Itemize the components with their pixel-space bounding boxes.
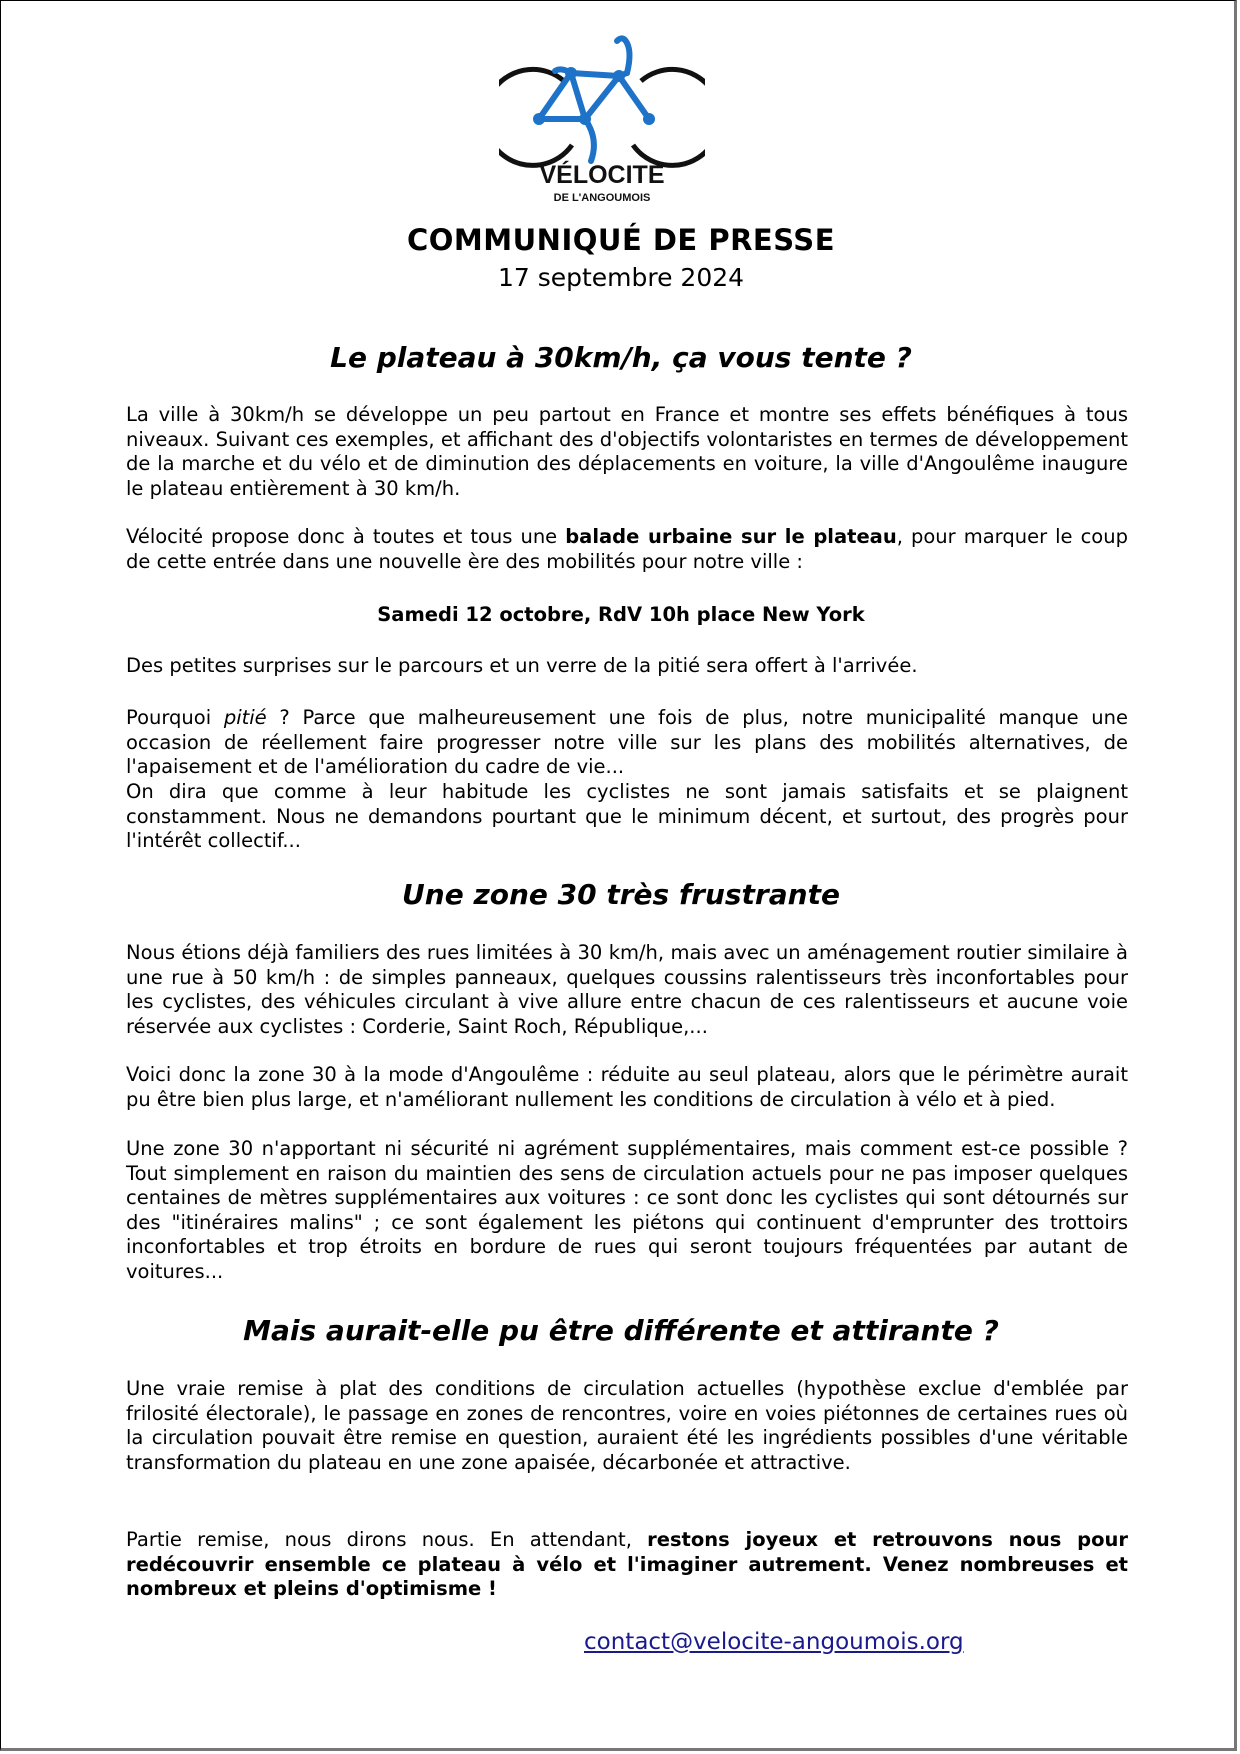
paragraph xyxy=(126,706,1128,780)
bicycle-logo-icon xyxy=(499,38,705,165)
section-heading-zone30: Une zone 30 très frustrante xyxy=(402,878,840,911)
section-heading-alternative: Mais aurait-elle pu être différente et attirante ? xyxy=(243,1314,999,1347)
text-run: Pourquoi xyxy=(126,706,224,729)
paragraph: Des petites surprises sur le parcours et un verre de la pitié sera offert à l'arrivée. xyxy=(126,654,918,677)
press-release-date: 17 septembre 2024 xyxy=(497,263,745,292)
paragraph: Voici donc la zone 30 à la mode d'Angoulême : réduite au seul plateau, alors que le périmètre aurait pu être bien plus large, et n'améliorant nullement les conditions de circulation à vélo et à pied. xyxy=(126,1063,1128,1111)
paragraph xyxy=(126,1528,1128,1602)
event-date-line: Samedi 12 octobre, RdV 10h place New York xyxy=(377,603,865,626)
paragraph: Une vraie remise à plat des conditions de circulation actuelles (hypothèse exclue d'emblée par frilosité électorale), le passage en zones de rencontres, voire en voies piétonnes de certaines rues où la circulation pouvait être remise en question, auraient été les ingrédients possibles d'une véritable transformation du plateau en une zone apaisée, décarbonée et attractive. xyxy=(126,1377,1128,1474)
paragraph: Une zone 30 n'apportant ni sécurité ni agrément supplémentaires, mais comment est-ce possible ? Tout simplement en raison du maintien des sens de circulation actuels pour ne pas imposer quelques centaines de mètres supplémentaires aux voitures : ce sont donc les cyclistes qui sont détournés sur des "itinéraires malins" ; ce sont également les piétons qui continuent d'emprunter des trottoirs inconfortables et trop étroits en bordure de rues qui seront toujours fréquentées par autant de voitures... xyxy=(126,1137,1128,1283)
section-heading-plateau: Le plateau à 30km/h, ça vous tente ? xyxy=(330,341,912,374)
paragraph: La ville à 30km/h se développe un peu partout en France et montre ses effets bénéfiques à tous niveaux. Suivant ces exemples, et affichant des d'objectifs volontaristes en termes de développement de la marche et du vélo et de diminution des déplacements en voiture, la ville d'Angoulême inaugure le plateau entièrement à 30 km/h. xyxy=(126,403,1128,500)
bold-text-run: restons joyeux et retrouvons nous pour redécouvrir ensemble ce plateau à vélo et l'imaginer autrement. Venez nombreuses et nombreux et pleins d'optimisme ! xyxy=(126,1528,1129,1600)
text-run: Vélocité propose donc à toutes et tous une xyxy=(126,525,566,548)
paragraph: On dira que comme à leur habitude les cyclistes ne sont jamais satisfaits et se plaignent constamment. Nous ne demandons pourtant que le minimum décent, et surtout, des progrès pour l'intérêt collectif... xyxy=(126,780,1128,852)
velocite-logo xyxy=(499,31,705,207)
text-run: , pour marquer le coup de cette entrée dans une nouvelle ère des mobilités pour notre ville : xyxy=(126,525,1128,573)
contact-email-link[interactable]: contact@velocite-angoumois.org xyxy=(584,1629,964,1655)
italic-text-run: pitié xyxy=(223,706,267,729)
text-run: Partie remise, nous dirons nous. En attendant, xyxy=(126,1528,648,1551)
paragraph xyxy=(126,525,1128,574)
paragraph: Nous étions déjà familiers des rues limitées à 30 km/h, mais avec un aménagement routier similaire à une rue à 50 km/h : de simples panneaux, quelques coussins ralentisseurs très inconfortables pour les cyclistes, des véhicules circulant à vive allure entre chacun de ces ralentisseurs et aucune voie réservée aux cyclistes : Corderie, Saint Roch, République,... xyxy=(126,941,1128,1038)
logo-text-sub: DE L'ANGOUMOIS xyxy=(553,192,651,204)
bold-text-run: balade urbaine sur le plateau xyxy=(565,525,897,548)
logo-text-main: VÉLOCITE xyxy=(539,161,665,189)
press-release-title: COMMUNIQUÉ DE PRESSE xyxy=(406,223,836,257)
text-run: ? Parce que malheureusement une fois de plus, notre municipalité manque une occasion de réellement faire progresser notre ville sur les plans des mobilités alternatives, de l'apaisement et de l'amélioration du cadre de vie... xyxy=(126,706,1128,778)
